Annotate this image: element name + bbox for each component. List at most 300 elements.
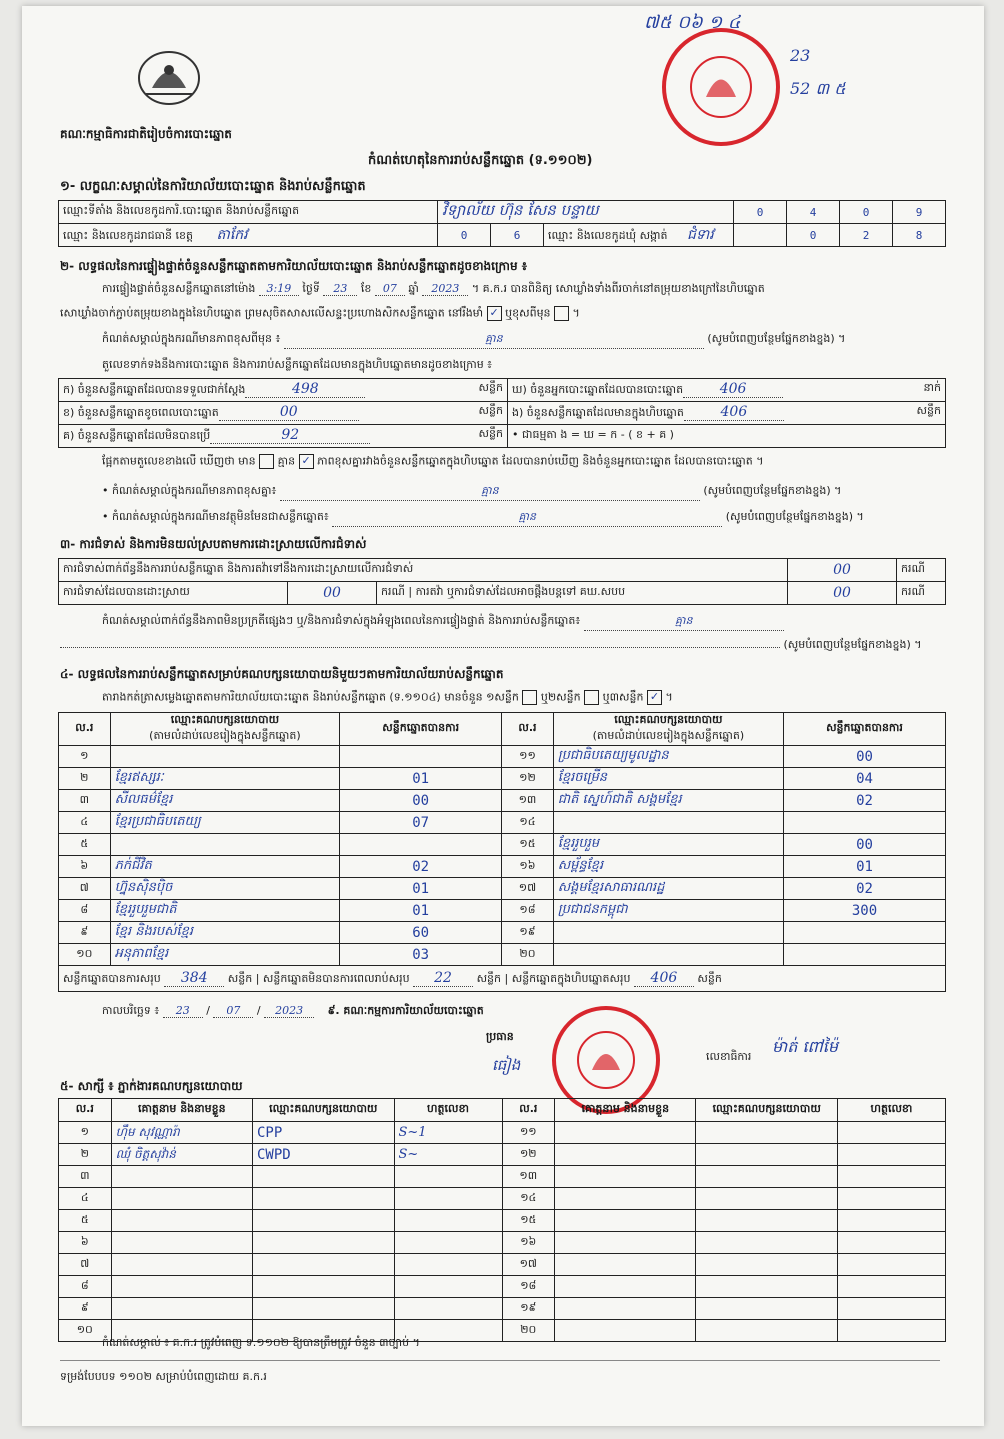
results-table [58, 712, 946, 992]
result-no: ៥ [59, 834, 111, 856]
figure-a-label: ក) ចំនួនសន្លឹកឆ្នោតដែលបានទទួលជាក់ស្តែង [63, 383, 246, 396]
document-page [22, 6, 984, 1426]
observer-name [555, 1166, 696, 1188]
commune-code-1: 0 [787, 224, 840, 247]
observer-no: ៩ [59, 1298, 112, 1320]
observer-no: ៥ [59, 1210, 112, 1232]
observer-party [253, 1254, 395, 1276]
national-emblem-logo [134, 48, 204, 110]
verify-year-label: ឆ្នាំ [408, 282, 419, 295]
objection-appeal-label: ករណី | ការតវ៉ា ឬការជំទាស់ដែលអាចផ្តឹងបន្តទៅ គឃ.សបប [377, 582, 788, 605]
invalid-total-value: 22 [413, 970, 473, 987]
results-row [59, 812, 946, 834]
result-party: ប្រជាជនកម្ពុជា [553, 900, 783, 922]
location-code-3: 0 [840, 201, 893, 224]
location-code-4: 9 [893, 201, 946, 224]
signing-date-label: កាលបរិច្ឆេទ ៖ [102, 1004, 160, 1017]
result-party: ប្រជាធិបតេយ្យមូលដ្ឋាន [553, 746, 783, 768]
irregularity-suffix: (សូមបំពេញបន្ថែមផ្នែកខាងខ្នង) ។ [783, 638, 922, 651]
results-row [59, 768, 946, 790]
observer-name [555, 1210, 696, 1232]
results-col-no: ល.រ [59, 713, 111, 746]
change-note-value: គ្មាន [284, 332, 704, 349]
objection-resolved-value: 00 [288, 582, 377, 605]
irregularity-note [102, 614, 952, 631]
location-code-1: 0 [734, 201, 787, 224]
observers-col-sign-right: ហត្ថលេខា [837, 1099, 945, 1122]
result-no: ៩ [59, 922, 111, 944]
verify-year: 2023 [422, 282, 468, 296]
observer-no: ៦ [59, 1232, 112, 1254]
figure-e-value: 406 [684, 404, 784, 421]
figure-d [508, 379, 946, 402]
observer-no: ១៣ [502, 1166, 555, 1188]
difference-note-suffix: (សូមបំពេញបន្ថែមផ្នែកខាងខ្នង) ។ [703, 484, 842, 497]
verify-month: 07 [375, 282, 405, 296]
figure-a-value: 498 [245, 381, 365, 398]
seal-changed-label: ឬខុសពីមុន [505, 306, 551, 320]
observer-name [111, 1232, 252, 1254]
observer-name [555, 1254, 696, 1276]
result-votes: 00 [783, 834, 945, 856]
observer-signature [837, 1254, 945, 1276]
results-col-party [110, 713, 340, 746]
province-label [59, 224, 438, 247]
difference-note-value: គ្មាន [280, 484, 700, 501]
results-col-votes: សន្លឹកឆ្នោតបានការ [340, 713, 502, 746]
irregularity-value: គ្មាន [584, 614, 784, 631]
result-party: សង្គមខ្មែរសាធារណរដ្ឋ [553, 878, 783, 900]
observer-party [696, 1210, 838, 1232]
handwritten-time: 52 ៣ ៥ [790, 79, 846, 98]
result-votes: 02 [783, 878, 945, 900]
observer-no: ៧ [59, 1254, 112, 1276]
irregularity-label: កំណត់សម្គាល់ពាក់ព័ន្ធនឹងភាពមិនប្រក្រតីផ្សេងៗ ឬ/និងការជំទាស់ក្នុងអំឡុងពេលនៃការផ្ទៀងផ្ទាត់ និងការរាប់សន្លឹកឆ្នោត៖ [102, 614, 581, 627]
commune-value: ជំទាវ [687, 226, 714, 243]
verify-rest-text: ។ គ.ក.រ បានពិនិត្យ សោឃ្លាំងទាំងពីរចាក់នៅតម្រុយខាងក្រៅនៃហិបឆ្នោត [471, 282, 765, 295]
tally-1-sheet-checkbox[interactable] [522, 690, 537, 705]
location-label: ឈ្មោះទីតាំង និងលេខកូដការិ.បោះឆ្នោត និងរាប់សន្លឹកឆ្នោត [59, 201, 438, 224]
result-votes: 01 [340, 878, 502, 900]
figure-c-unit: សន្លឹក [478, 427, 503, 440]
compare-line [102, 454, 952, 471]
observer-signature [837, 1210, 945, 1232]
result-party: សីលធម៌ខ្មែរ [110, 790, 340, 812]
result-votes [340, 834, 502, 856]
observer-signature [837, 1122, 945, 1144]
foreign-object-suffix: (សូមបំពេញបន្ថែមផ្នែកខាងខ្នង) ។ [725, 510, 864, 523]
results-col-party-sub: (តាមលំដាប់លេខរៀងក្នុងសន្លឹកឆ្នោត) [149, 729, 301, 742]
ballot-total-value: 406 [634, 970, 694, 987]
objection-row1-label: ការជំទាស់ពាក់ព័ន្ធនឹងការរាប់សន្លឹកឆ្នោត និងការតវ៉ាទៅនឹងការដោះស្រាយលើការជំទាស់ [59, 559, 788, 582]
observer-signature [394, 1298, 502, 1320]
observer-signature [394, 1166, 502, 1188]
result-party: ហ្វ៊ុនស៊ិនប៉ិច [110, 878, 340, 900]
results-col-party-title-right: ឈ្មោះគណបក្សនយោបាយ [614, 713, 723, 726]
observers-body [59, 1122, 946, 1342]
results-row [59, 878, 946, 900]
change-note-label: កំណត់សម្គាល់ក្នុងករណីមានភាពខុសពីមុន ៖ [102, 332, 281, 345]
observers-col-name-right: គោត្តនាម និងនាមខ្លួន [555, 1099, 696, 1122]
result-party: ជាតិ ស្នេហ៍ជាតិ សង្គមខ្មែរ [553, 790, 783, 812]
province-value: តាកែវ [216, 226, 248, 243]
result-no: ២ [59, 768, 111, 790]
observer-signature [394, 1232, 502, 1254]
observer-name [111, 1298, 252, 1320]
figure-b [59, 402, 508, 425]
verify-day: 23 [323, 282, 357, 296]
results-totals: សន្លឹកឆ្នោតបានការសរុប 384 សន្លឹក | សន្លឹកឆ្នោតមិនបានការពេលរាប់សរុប 22 សន្លឹក | សន្លឹកឆ្នោតក្នុងហិបឆ្នោតសរុប 406 សន្លឹក [59, 966, 946, 992]
figure-b-label: ខ) ចំនួនសន្លឹកឆ្នោតខូចពេលបោះឆ្នោត [63, 406, 219, 419]
result-no: ៣ [59, 790, 111, 812]
objection-row1-unit: ករណី [897, 559, 946, 582]
compare-label: ផ្អែកតាមតួលេខខាងលើ ឃើញថា មាន [102, 454, 256, 468]
results-row [59, 834, 946, 856]
commune-code-blank [734, 224, 787, 247]
observer-row [59, 1144, 946, 1166]
observer-row [59, 1122, 946, 1144]
observer-no: ៣ [59, 1166, 112, 1188]
observer-name [555, 1144, 696, 1166]
difference-note [102, 484, 952, 501]
observer-no: ២ [59, 1144, 112, 1166]
result-votes: 300 [783, 900, 945, 922]
foreign-object-note [102, 510, 952, 527]
observer-party [696, 1298, 838, 1320]
figure-e [508, 402, 946, 425]
result-party [553, 922, 783, 944]
irregularity-blank-line [60, 647, 780, 648]
invalid-total-unit: សន្លឹក [476, 971, 502, 985]
result-votes: 00 [340, 790, 502, 812]
observer-name [111, 1188, 252, 1210]
observer-no: ១១ [502, 1122, 555, 1144]
province-label-text: ឈ្មោះ និងលេខកូដរាជធានី ខេត្ត [63, 228, 193, 242]
result-no: ១០ [59, 944, 111, 966]
commune-label [544, 224, 734, 247]
result-party: ខ្មែរឥស្សរៈ [110, 768, 340, 790]
section5-title: ៥- សាក្សី ៖ ភ្នាក់ងារគណបក្សនយោបាយ [60, 1079, 243, 1093]
result-votes: 01 [340, 768, 502, 790]
results-row [59, 746, 946, 768]
objection-appeal-text: ការតវ៉ា ឬការជំទាស់ដែលអាចផ្តឹងបន្តទៅ គឃ.សបប [415, 585, 626, 598]
observer-signature [837, 1276, 945, 1298]
observer-name [555, 1276, 696, 1298]
signing-date-day: 23 [163, 1004, 203, 1018]
section1-table [58, 200, 946, 247]
observer-no: ១៦ [502, 1232, 555, 1254]
foreign-object-label: • កំណត់សម្គាល់ក្នុងករណីមានវត្ថុមិនមែនជាសន្លឹកឆ្នោត៖ [102, 510, 329, 523]
results-row [59, 900, 946, 922]
figure-d-unit: នាក់ [923, 381, 941, 394]
observer-no: ១ [59, 1122, 112, 1144]
province-code-1: 0 [438, 224, 491, 247]
figure-d-value: 406 [683, 381, 783, 398]
seal-intact-checkbox[interactable]: ✓ [487, 306, 502, 321]
figure-a-unit: សន្លឹក [478, 381, 503, 394]
observer-signature: S~ [394, 1144, 502, 1166]
observer-name: ឈុំ ចិត្តសុវ៉ាន់ [111, 1144, 252, 1166]
result-votes: 03 [340, 944, 502, 966]
observer-signature [837, 1166, 945, 1188]
difference-none-label: គ្មាន [277, 454, 296, 468]
chair-signature: ធៀង [492, 1056, 521, 1074]
section1-title: ១- លក្ខណៈសម្គាល់នៃការិយាល័យបោះឆ្នោត និងរាប់សន្លឹកឆ្នោត [60, 179, 366, 194]
observer-no: ១៩ [502, 1298, 555, 1320]
figure-c-value: 92 [210, 427, 370, 444]
results-col-votes-right: សន្លឹកឆ្នោតបានការ [783, 713, 945, 746]
result-no: ១៨ [502, 900, 554, 922]
objection-appeal-value: 00 [788, 582, 897, 605]
signing-date-month: 07 [213, 1004, 253, 1018]
observer-signature: S~1 [394, 1122, 502, 1144]
objections-table [58, 558, 946, 605]
result-votes: 01 [783, 856, 945, 878]
result-party: ខ្មែររួបរួមជាតិ [110, 900, 340, 922]
polling-committee-label: ៩. គណៈកម្មការការិយាល័យបោះឆ្នោត [327, 1004, 484, 1017]
result-party: សម្ព័ន្ធខ្មែរ [553, 856, 783, 878]
verify-time-label: ការផ្ទៀងផ្ទាត់ចំនួនសន្លឹកឆ្នោតនៅម៉ោង [102, 282, 256, 295]
tally-sheet-line: តារាងកត់ត្រាសម្លេងឆ្នោតតាមការិយាល័យបោះឆ្នោត និងរាប់សន្លឹកឆ្នោត (ទ.១១០៤) មានចំនួន ១សន្លឹក ឬ២សន្លឹក ឬ៣សន្លឹក ✓ ។ [102, 690, 673, 704]
result-party: ភក់ជីវិត [110, 856, 340, 878]
result-party: ខ្មែរ និងរបស់ខ្មែរ [110, 922, 340, 944]
ballot-total-label: សន្លឹកឆ្នោតក្នុងហិបឆ្នោតសរុប [511, 971, 631, 985]
change-note-line [102, 332, 952, 349]
observer-party [253, 1276, 395, 1298]
tally-2-sheets-checkbox[interactable] [584, 690, 599, 705]
result-party: ខ្មែរប្រជាធិបតេយ្យ [110, 812, 340, 834]
observers-col-name: គោត្តនាម និងនាមខ្លួន [111, 1099, 252, 1122]
observers-col-no: ល.រ [59, 1099, 112, 1122]
results-row [59, 856, 946, 878]
observer-party [696, 1232, 838, 1254]
difference-none-checkbox[interactable]: ✓ [299, 454, 314, 469]
handwritten-date: 23 [790, 46, 811, 65]
observer-party [253, 1166, 395, 1188]
results-col-no-right: ល.រ [502, 713, 554, 746]
result-party: ខ្មែររួបរួម [553, 834, 783, 856]
seal-text: សោឃ្លាំងចាក់ភ្ជាប់តម្រុយខាងក្នុងនៃហិបឆ្នោត ព្រមសុចិតសាសលើសន្ទះប្រហោងសិកសន្លឹកឆ្នោត នៅរឹងមាំ [60, 306, 484, 320]
observers-col-no-right: ល.រ [502, 1099, 555, 1122]
objection-resolved-label: ការជំទាស់ដែលបានដោះស្រាយ [59, 582, 288, 605]
form-footer: ទម្រង់បែបបទ ១១០២ សម្រាប់បំពេញដោយ គ.ក.រ [60, 1370, 267, 1383]
results-col-party-right [553, 713, 783, 746]
foreign-object-value: គ្មាន [332, 510, 722, 527]
result-votes: 00 [783, 746, 945, 768]
results-col-party-sub-right: (តាមលំដាប់លេខរៀងក្នុងសន្លឹកឆ្នោត) [592, 729, 745, 742]
observer-name: ហ៊ឹម សុវណ្ណារ៉ា [111, 1122, 252, 1144]
commune-label-text: ឈ្មោះ និងលេខកូដឃុំ សង្កាត់ [548, 228, 668, 242]
observer-signature [394, 1276, 502, 1298]
result-no: ១៧ [502, 878, 554, 900]
observer-party: CWPD [253, 1144, 395, 1166]
commune-code-3: 8 [893, 224, 946, 247]
valid-total-value: 384 [164, 970, 224, 987]
observer-signature [837, 1144, 945, 1166]
observer-name [111, 1166, 252, 1188]
tally-3-sheets-checkbox[interactable]: ✓ [647, 690, 662, 705]
objection-row1-value: 00 [788, 559, 897, 582]
difference-yes-checkbox[interactable] [259, 454, 274, 469]
observer-party: CPP [253, 1122, 395, 1144]
result-no: ៨ [59, 900, 111, 922]
invalid-total-label: សន្លឹកឆ្នោតមិនបានការពេលរាប់សរុប [262, 971, 410, 985]
result-no: ៧ [59, 878, 111, 900]
result-party: ខ្មែរចម្រើន [553, 768, 783, 790]
figure-formula: • ជាធម្មតា ង = ឃ = ក - ( ខ + គ ) [508, 425, 946, 448]
figure-e-unit: សន្លឹក [916, 404, 941, 417]
footnote: កំណត់សម្គាល់ ៖ គ.ក.រ ត្រូវបំពេញ ទ.១១០២ ឱ្យបានត្រឹមត្រូវ ចំនួន ៣ច្បាប់ ។ [102, 1336, 420, 1349]
result-no: ១១ [502, 746, 554, 768]
observer-party [253, 1210, 395, 1232]
result-votes: 01 [340, 900, 502, 922]
result-party [553, 812, 783, 834]
seal-line: សោឃ្លាំងចាក់ភ្ជាប់តម្រុយខាងក្នុងនៃហិបឆ្នោត ព្រមសុចិតសាសលើសន្ទះប្រហោងសិកសន្លឹកឆ្នោត នៅរឹងមាំ ✓ ឬខុសពីមុន ។ [60, 306, 580, 320]
verify-day-label: ថ្ងៃទី [302, 282, 320, 295]
result-votes [783, 944, 945, 966]
figure-d-label: ឃ) ចំនួនអ្នកបោះឆ្នោតដែលបានបោះឆ្នោត [512, 383, 684, 396]
objection-resolved-unit: ករណី [381, 585, 405, 598]
handwritten-code: ៧៥ ០៦ ១ ៤ [644, 12, 741, 33]
result-no: ១៤ [502, 812, 554, 834]
result-votes: 60 [340, 922, 502, 944]
change-note-suffix: (សូមបំពេញបន្ថែមផ្នែកខាងខ្នង) ។ [707, 332, 846, 345]
observer-signature [394, 1254, 502, 1276]
result-party [553, 944, 783, 966]
figure-c [59, 425, 508, 448]
result-votes: 02 [340, 856, 502, 878]
observers-col-sign: ហត្ថលេខា [394, 1099, 502, 1122]
results-body [59, 746, 946, 966]
footer-divider [60, 1360, 940, 1361]
section4-title: ៤- លទ្ធផលនៃការរាប់សន្លឹកឆ្នោតសម្រាប់គណបក្សនយោបាយនិមួយៗតាមការិយាល័យរាប់សន្លឹកឆ្នោត [60, 667, 504, 681]
figures-intro: តួលេខទាក់ទងនឹងការបោះឆ្នោត និងការរាប់សន្លឹកឆ្នោតដែលមានក្នុងហិបឆ្នោតមានដូចខាងក្រោម ៖ [102, 358, 493, 371]
observer-name [555, 1232, 696, 1254]
observer-no: ១៥ [502, 1210, 555, 1232]
observer-party [253, 1232, 395, 1254]
commune-code-2: 2 [840, 224, 893, 247]
observer-party [696, 1144, 838, 1166]
result-votes [783, 922, 945, 944]
result-votes: 07 [340, 812, 502, 834]
committee-name: គណៈកម្មាធិការជាតិរៀបចំការបោះឆ្នោត [60, 127, 232, 141]
observer-party [253, 1298, 395, 1320]
objection-appeal-unit: ករណី [897, 582, 946, 605]
results-row [59, 790, 946, 812]
result-votes: 04 [783, 768, 945, 790]
figures-table [58, 378, 946, 448]
observer-name [555, 1320, 696, 1342]
observer-party [696, 1188, 838, 1210]
results-row [59, 922, 946, 944]
signing-date-year: 2023 [264, 1004, 314, 1018]
observer-row [59, 1232, 946, 1254]
observer-row [59, 1188, 946, 1210]
observer-no: ១២ [502, 1144, 555, 1166]
observer-signature [837, 1188, 945, 1210]
observer-name [111, 1210, 252, 1232]
results-row [59, 944, 946, 966]
seal-changed-checkbox[interactable] [554, 306, 569, 321]
observer-no: ១៤ [502, 1188, 555, 1210]
observer-no: ១០ [59, 1320, 112, 1342]
result-no: ២០ [502, 944, 554, 966]
result-votes: 02 [783, 790, 945, 812]
ballot-total-unit: សន្លឹក [697, 971, 722, 985]
result-no: ១ [59, 746, 111, 768]
observer-no: ៤ [59, 1188, 112, 1210]
valid-total-unit: សន្លឹក [227, 971, 253, 985]
observer-party [696, 1254, 838, 1276]
result-party [110, 746, 340, 768]
observer-signature [837, 1320, 945, 1342]
verify-time: 3:19 [259, 282, 299, 296]
result-party: អនុភាពខ្មែរ [110, 944, 340, 966]
observer-signature [837, 1232, 945, 1254]
observer-name [111, 1254, 252, 1276]
result-no: ១៥ [502, 834, 554, 856]
observer-name [555, 1188, 696, 1210]
observer-row [59, 1254, 946, 1276]
valid-total-label: សន្លឹកឆ្នោតបានការសរុប [63, 971, 161, 985]
observer-party [253, 1188, 395, 1210]
figure-c-label: គ) ចំនួនសន្លឹកឆ្នោតដែលមិនបានប្រើ [63, 429, 211, 442]
irregularity-continuation [60, 638, 950, 654]
verify-month-label: ខែ [360, 282, 372, 295]
compare-rest: ភាពខុសគ្នារវាងចំនួនសន្លឹកឆ្នោតក្នុងហិបឆ្នោត ដែលបានរាប់ឃើញ និងចំនួនអ្នកបោះឆ្នោត ដែលបានបោះឆ្នោត ។ [317, 454, 764, 468]
observer-signature [837, 1298, 945, 1320]
observers-table [58, 1098, 946, 1342]
observer-party [696, 1166, 838, 1188]
section3-title: ៣- ការជំទាស់ និងការមិនយល់ស្របតាមការដោះស្រាយលើការជំទាស់ [60, 537, 367, 551]
observer-no: ៨ [59, 1276, 112, 1298]
difference-note-label: • កំណត់សម្គាល់ក្នុងករណីមានភាពខុសគ្នា៖ [102, 484, 277, 497]
observer-row [59, 1276, 946, 1298]
observer-name [555, 1122, 696, 1144]
observers-col-party: ឈ្មោះគណបក្សនយោបាយ [253, 1099, 395, 1122]
observer-party [696, 1276, 838, 1298]
tally-sheet-text: តារាងកត់ត្រាសម្លេងឆ្នោតតាមការិយាល័យបោះឆ្នោត និងរាប់សន្លឹកឆ្នោត (ទ.១១០៤) មានចំនួន ១សន្លឹក [102, 690, 519, 704]
results-col-party-title: ឈ្មោះគណបក្សនយោបាយ [170, 713, 280, 726]
signing-date-line: កាលបរិច្ឆេទ ៖ 23 / 07 / 2023 ៩. គណៈកម្មការការិយាល័យបោះឆ្នោត [102, 1004, 484, 1017]
observer-no: ១៨ [502, 1276, 555, 1298]
result-no: ១៦ [502, 856, 554, 878]
tally-2-sheets-label: ឬ២សន្លឹក [540, 690, 581, 704]
province-code-2: 6 [491, 224, 544, 247]
location-value: វិទ្យាល័យ ហ៊ុន សែន បន្ទាយ [438, 201, 734, 224]
result-no: ៤ [59, 812, 111, 834]
result-no: ១៩ [502, 922, 554, 944]
result-votes [783, 812, 945, 834]
section2-title: ២- លទ្ធផលនៃការផ្ទៀងផ្ទាត់ចំនួនសន្លឹកឆ្នោតតាមការិយាល័យបោះឆ្នោត និងរាប់សន្លឹកឆ្នោតដូចខាងក្រោម ៖ [60, 259, 528, 273]
tally-3-sheets-label: ឬ៣សន្លឹក [602, 690, 644, 704]
observer-row [59, 1210, 946, 1232]
figure-a [59, 379, 508, 402]
observer-party [696, 1320, 838, 1342]
verification-line [102, 282, 952, 298]
official-stamp-top [662, 28, 780, 146]
observer-row [59, 1166, 946, 1188]
figure-e-label: ង) ចំនួនសន្លឹកឆ្នោតដែលមានក្នុងហិបឆ្នោត [512, 406, 684, 419]
observer-signature [394, 1210, 502, 1232]
observer-no: ២០ [502, 1320, 555, 1342]
result-votes [340, 746, 502, 768]
observer-row [59, 1298, 946, 1320]
result-no: ១៣ [502, 790, 554, 812]
figure-b-unit: សន្លឹក [478, 404, 503, 417]
location-code-2: 4 [787, 201, 840, 224]
observer-no: ១៧ [502, 1254, 555, 1276]
